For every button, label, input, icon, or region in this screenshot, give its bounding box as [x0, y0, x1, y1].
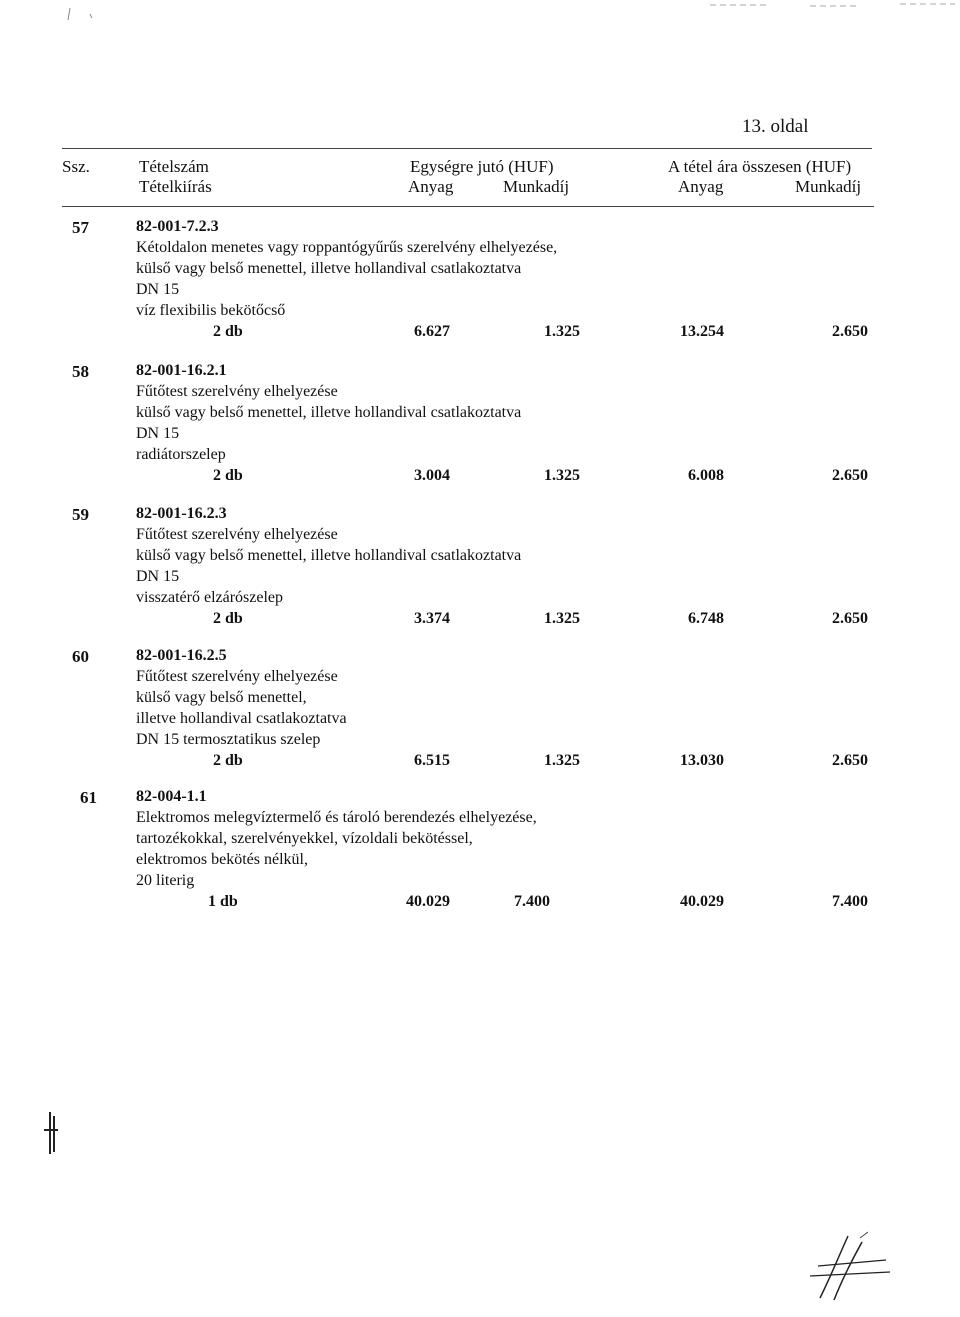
total-material-price: 13.254 — [680, 323, 724, 340]
item-code: 82-004-1.1 — [136, 788, 207, 805]
item-quantity: 2 db — [213, 610, 243, 627]
total-material-price: 40.029 — [680, 893, 724, 910]
item-code: 82-001-16.2.1 — [136, 362, 227, 379]
item-desc-line: víz flexibilis bekötőcső — [136, 302, 286, 319]
total-material-price: 6.008 — [688, 467, 724, 484]
header-top-rule — [62, 148, 872, 149]
header-ssz: Ssz. — [62, 157, 90, 176]
item-desc-line: DN 15 — [136, 425, 180, 442]
item-desc-line: tartozékokkal, szerelvényekkel, vízoldali bekötéssel, — [136, 830, 473, 847]
total-labor-price: 2.650 — [832, 467, 868, 484]
unit-labor-price: 1.325 — [544, 467, 580, 484]
item-quantity: 2 db — [213, 467, 243, 484]
unit-labor-price: 1.325 — [544, 323, 580, 340]
item-quantity: 2 db — [213, 323, 243, 340]
total-labor-price: 2.650 — [832, 323, 868, 340]
header-total-labor: Munkadíj — [795, 177, 862, 196]
total-labor-price: 2.650 — [832, 752, 868, 769]
unit-labor-price: 1.325 — [544, 610, 580, 627]
item-number: 58 — [72, 362, 89, 381]
page-number: 13. oldal — [742, 116, 809, 137]
item-desc-line: Kétoldalon menetes vagy roppantógyűrűs szerelvény elhelyezése, — [136, 239, 558, 256]
item-desc-line: külső vagy belső menettel, illetve hollandival csatlakoztatva — [136, 260, 522, 277]
scan-artifact-top-right — [700, 0, 960, 10]
unit-material-price: 40.029 — [406, 893, 450, 910]
header-unit-price: Egységre jutó (HUF) — [410, 157, 554, 176]
item-quantity: 2 db — [213, 752, 243, 769]
header-tetelszam: Tételszám — [139, 157, 209, 176]
unit-material-price: 3.004 — [414, 467, 450, 484]
scan-artifact-top-left — [60, 4, 150, 24]
unit-material-price: 6.627 — [414, 323, 450, 340]
header-tetelkiiras: Tételkiírás — [139, 177, 212, 196]
unit-material-price: 6.515 — [414, 752, 450, 769]
item-desc-line: Fűtőtest szerelvény elhelyezése — [136, 526, 338, 543]
header-unit-material: Anyag — [408, 177, 454, 196]
item-desc-line: DN 15 — [136, 568, 180, 585]
header-total-price: A tétel ára összesen (HUF) — [668, 157, 852, 176]
item-desc-line: visszatérő elzárószelep — [136, 589, 284, 606]
item-code: 82-001-16.2.5 — [136, 647, 227, 664]
item-quantity: 1 db — [208, 893, 238, 910]
handwritten-signature — [790, 1228, 910, 1308]
header-bottom-rule — [62, 206, 874, 207]
total-labor-price: 7.400 — [832, 893, 868, 910]
unit-labor-price: 7.400 — [514, 893, 550, 910]
total-labor-price: 2.650 — [832, 610, 868, 627]
item-desc-line: külső vagy belső menettel, illetve hollandival csatlakoztatva — [136, 404, 522, 421]
binding-mark — [36, 1108, 66, 1158]
unit-labor-price: 1.325 — [544, 752, 580, 769]
header-unit-labor: Munkadíj — [503, 177, 570, 196]
item-number: 61 — [80, 788, 97, 807]
unit-material-price: 3.374 — [414, 610, 450, 627]
header-total-material: Anyag — [678, 177, 724, 196]
item-desc-line: külső vagy belső menettel, illetve hollandival csatlakoztatva — [136, 547, 522, 564]
item-number: 60 — [72, 647, 89, 666]
item-desc-line: 20 literig — [136, 872, 195, 889]
item-desc-line: radiátorszelep — [136, 446, 226, 463]
item-desc-line: Elektromos melegvíztermelő és tároló berendezés elhelyezése, — [136, 809, 537, 826]
item-number: 57 — [72, 218, 89, 237]
item-desc-line: külső vagy belső menettel, — [136, 689, 307, 706]
item-desc-line: elektromos bekötés nélkül, — [136, 851, 308, 868]
item-number: 59 — [72, 505, 89, 524]
item-desc-line: Fűtőtest szerelvény elhelyezése — [136, 668, 338, 685]
item-desc-line: DN 15 termosztatikus szelep — [136, 731, 321, 748]
item-code: 82-001-7.2.3 — [136, 218, 219, 235]
total-material-price: 6.748 — [688, 610, 724, 627]
item-code: 82-001-16.2.3 — [136, 505, 227, 522]
item-desc-line: DN 15 — [136, 281, 180, 298]
total-material-price: 13.030 — [680, 752, 724, 769]
item-desc-line: Fűtőtest szerelvény elhelyezése — [136, 383, 338, 400]
item-desc-line: illetve hollandival csatlakoztatva — [136, 710, 347, 727]
